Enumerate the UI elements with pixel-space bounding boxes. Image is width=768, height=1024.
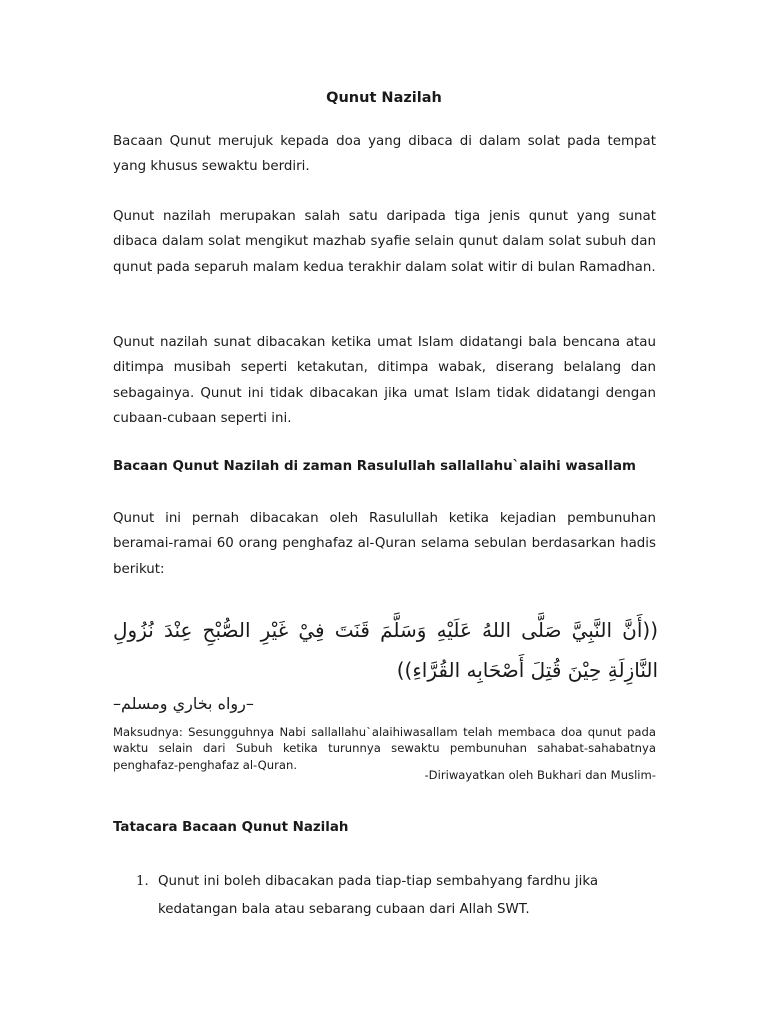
paragraph-hadith-intro: Qunut ini pernah dibacakan oleh Rasulullah ketika kejadian pembunuhan beramai-ramai 60 orang penghafaz al-Quran selama sebulan berdasarkan hadis berikut:: [113, 511, 656, 577]
procedure-list: [113, 868, 673, 924]
hadith-source: -Diriwayatkan oleh Bukhari dan Muslim-: [424, 768, 656, 782]
paragraph-types: Qunut nazilah merupakan salah satu daripada tiga jenis qunut yang sunat dibaca dalam solat mengikut mazhab syafie selain qunut dalam solat subuh dan qunut pada separuh malam kedua terakhir dalam solat witir di bulan Ramadhan.: [113, 209, 656, 275]
document-title: Qunut Nazilah: [326, 90, 442, 106]
list-item-text: Qunut ini boleh dibacakan pada tiap-tiap sembahyang fardhu jika kedatangan bala atau sebarang cubaan dari Allah SWT.: [158, 874, 599, 917]
narration-arabic: –رواه بخاري ومسلم–: [113, 694, 254, 713]
paragraph-definition: Bacaan Qunut merujuk kepada doa yang dibaca di dalam solat pada tempat yang khusus sewaktu berdiri.: [113, 134, 656, 175]
paragraph-when: Qunut nazilah sunat dibacakan ketika umat Islam didatangi bala bencana atau ditimpa musibah seperti ketakutan, ditimpa wabak, diserang belalang dan sebagainya. Qunut ini tidak dibacakan jika umat Islam tidak didatangi dengan cubaan-cubaan seperti ini.: [113, 335, 656, 426]
hadith-meaning: Maksudnya: Sesungguhnya Nabi sallallahu`alaihiwasallam telah membaca doa qunut pada waktu selain dari Subuh ketika turunnya sewaktu pembunuhan sahabat-sahabatnya penghafaz-penghafaz al-Quran.: [113, 725, 656, 772]
list-number: 1.: [136, 874, 149, 889]
hadith-arabic-text: ((أَنَّ النَّبِيَّ صَلَّى اللهُ عَلَيْهِ وَسَلَّمَ قَنَتَ فِيْ غَيْرِ الصُّبْحِ عِنْدَ نُزُولِ النَّازِلَةِ حِيْنَ قُتِلَ أَصْحَابِه القُرَّاءِ)): [113, 618, 658, 682]
section-heading-procedure: Tatacara Bacaan Qunut Nazilah: [113, 820, 349, 835]
list-item: [113, 868, 673, 924]
section-heading-history: Bacaan Qunut Nazilah di zaman Rasulullah sallallahu`alaihi wasallam: [113, 459, 636, 474]
